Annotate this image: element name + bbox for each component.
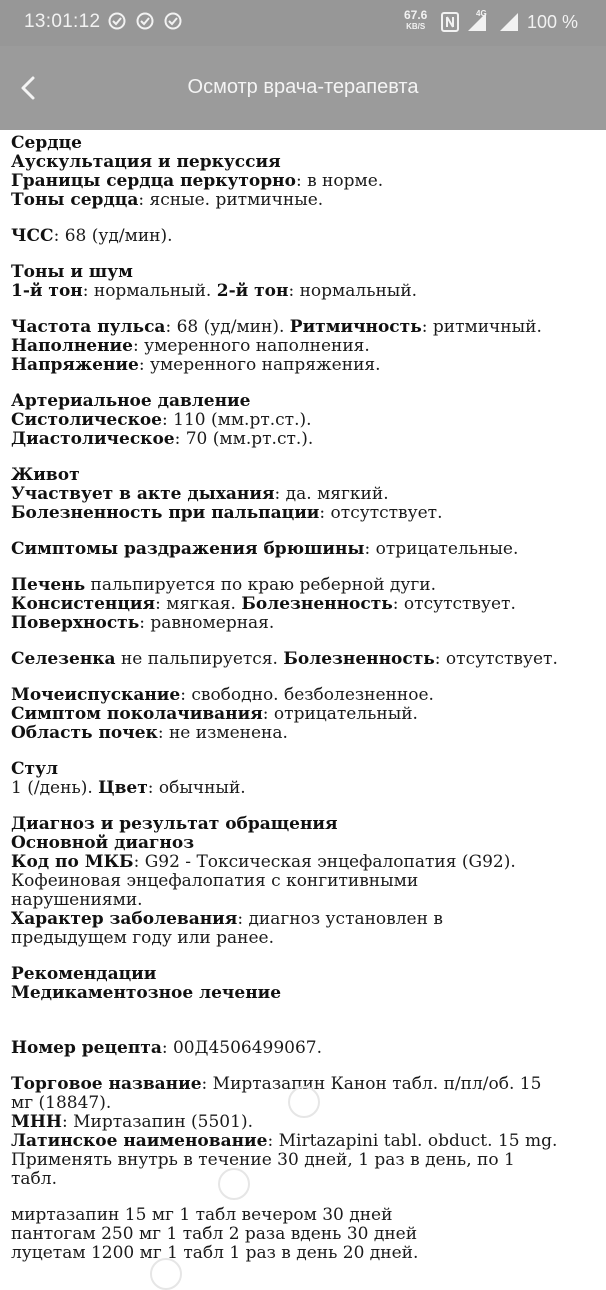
field-label: Консистенция [11,594,156,614]
field-consistency [11,595,601,614]
status-time: 13:01:12 [24,11,101,32]
field-value: : обычный. [147,778,246,798]
field-spleen [11,650,601,669]
field-heart-border [11,172,601,191]
check-circle-icon [164,12,182,30]
field-heart-rate [11,227,601,246]
network-speed [404,10,427,32]
field-value: : 70 (мм.рт.ст.). [174,429,314,449]
field-value: : умеренного напряжения. [138,355,381,375]
field-liver [11,576,601,595]
field-label: Латинское наименование [11,1131,268,1151]
signal-bars-icon [498,12,520,32]
section-main-diag-title: Основной диагноз [11,833,195,853]
field-value: : G92 - Токсическая энцефалопатия (G92). [133,852,516,872]
field-label: 2-й тон [216,281,289,301]
usage-line: табл. [11,1169,57,1189]
field-urination [11,686,601,705]
check-circle-icon [136,12,154,30]
page-title: Осмотр врача-терапевта [187,76,419,98]
field-latin-name [11,1132,601,1151]
field-label: Селезенка [11,649,116,669]
section-recs-title: Рекомендации [11,964,157,984]
field-label: Номер рецепта [11,1038,162,1058]
field-label: Наполнение [11,336,133,356]
field-systolic [11,411,601,430]
section-drug-treat-title: Медикаментозное лечение [11,983,282,1003]
section-ausc-title: Аускультация и перкуссия [11,152,281,172]
field-tones [11,282,601,301]
field-label: МНН [11,1112,62,1132]
field-value: не пальпируется. [115,649,284,669]
field-value: : умеренного наполнения. [132,336,370,356]
section-heart-title: Сердце [11,133,82,153]
field-label: Границы сердца перкуторно [11,171,296,191]
field-label: Систолическое [11,410,162,430]
field-label: Болезненность [241,594,393,614]
section-stool-title: Стул [11,759,58,779]
field-label: Болезненность [283,649,435,669]
nfc-icon [441,12,459,32]
field-label: Тоны сердца [11,190,139,210]
field-label: Поверхность [11,613,140,633]
field-value: : нормальный. [82,281,217,301]
network-speed-value: 67.6 [404,8,428,22]
field-value: : 110 (мм.рт.ст.). [162,410,312,430]
field-label: Участвует в акте дыхания [11,484,275,504]
field-value: : ясные. ритмичные. [138,190,324,210]
field-value: : отрицательный. [262,704,418,724]
field-tapping [11,705,601,724]
field-pulse [11,318,601,337]
field-trade-name-cont: мг (18847). [11,1093,112,1113]
field-label: Торговое название [11,1074,202,1094]
field-value: : отсутствует. [319,503,443,523]
field-value: : 68 (уд/мин). [53,226,173,246]
touch-indicator [218,1168,250,1200]
field-label: Частота пульса [11,317,166,337]
plan-line: луцетам 1200 мг 1 табл 1 раз в день 20 дней. [11,1243,419,1263]
signal-type: 4G [476,9,487,18]
field-palp-pain [11,504,601,523]
field-disease-char-cont: предыдущем году или ранее. [11,928,274,948]
field-value: : да. мягкий. [274,484,389,504]
field-label: Симптом поколачивания [11,704,263,724]
field-surface [11,614,601,633]
field-value: : отсутствует. [392,594,516,614]
plan-line: пантогам 250 мг 1 табл 2 раза вдень 30 дней [11,1224,418,1244]
field-value: пальпируется по краю реберной дуги. [85,575,437,595]
field-value: : отсутствует. [434,649,558,669]
field-value: 1 (/день). [11,778,99,798]
battery-level: 100 % [527,12,579,32]
diag-text-line: Кофеиновая энцефалопатия с конгитивными [11,871,419,891]
field-label: Диастолическое [11,429,175,449]
field-value: : свободно. безболезненное. [180,685,434,705]
field-fill [11,337,601,356]
network-speed-unit: KB/S [406,22,426,31]
app-bar [0,46,606,130]
field-label: Напряжение [11,355,139,375]
section-abdomen-title: Живот [11,465,80,485]
touch-indicator [150,1258,182,1290]
field-value: : мягкая. [155,594,242,614]
field-value: : равномерная. [139,613,275,633]
field-label: Характер заболевания [11,909,238,929]
field-value: : ритмичный. [421,317,542,337]
field-disease-char [11,910,601,929]
field-heart-tones [11,191,601,210]
status-bar [0,0,606,46]
field-icd [11,853,601,872]
field-kidney [11,724,601,743]
section-bp-title: Артериальное давление [11,391,251,411]
diag-text-line: нарушениями. [11,890,143,910]
field-label: ЧСС [11,226,54,246]
plan-line: миртазапин 15 мг 1 табл вечером 30 дней [11,1205,393,1225]
field-breath [11,485,601,504]
touch-indicator [288,1086,320,1118]
check-circle-icon [108,12,126,30]
section-tones-title: Тоны и шум [11,262,133,282]
field-value: : Mirtazapini tabl. obduct. 15 mg. [267,1131,558,1151]
field-label: Печень [11,575,86,595]
field-stool [11,779,601,798]
field-label: Симптомы раздражения брюшины [11,539,365,559]
field-value: : не изменена. [157,723,288,743]
field-label: Ритмичность [289,317,422,337]
field-value: : 68 (уд/мин). [165,317,290,337]
section-diag-title: Диагноз и результат обращения [11,814,338,834]
usage-line: Применять внутрь в течение 30 дней, 1 раз в день, по 1 [11,1150,515,1170]
field-label: Болезненность при пальпации [11,503,320,523]
field-label: Код по МКБ [11,852,134,872]
field-diastolic [11,430,601,449]
field-label: Область почек [11,723,158,743]
field-label: Мочеиспускание [11,685,181,705]
field-value: : Миртазапин (5501). [61,1112,253,1132]
field-tension [11,356,601,375]
field-value: : диагноз установлен в [237,909,443,929]
field-value: : отрицательные. [364,539,519,559]
field-value: : нормальный. [288,281,418,301]
field-value: : Миртазапин Канон табл. п/пл/об. 15 [201,1074,542,1094]
field-label: Цвет [98,778,148,798]
field-rx-number [11,1039,601,1058]
field-value: : в норме. [295,171,384,191]
field-value: : 00Д4506499067. [161,1038,323,1058]
field-periton [11,540,601,559]
field-label: 1-й тон [11,281,83,301]
